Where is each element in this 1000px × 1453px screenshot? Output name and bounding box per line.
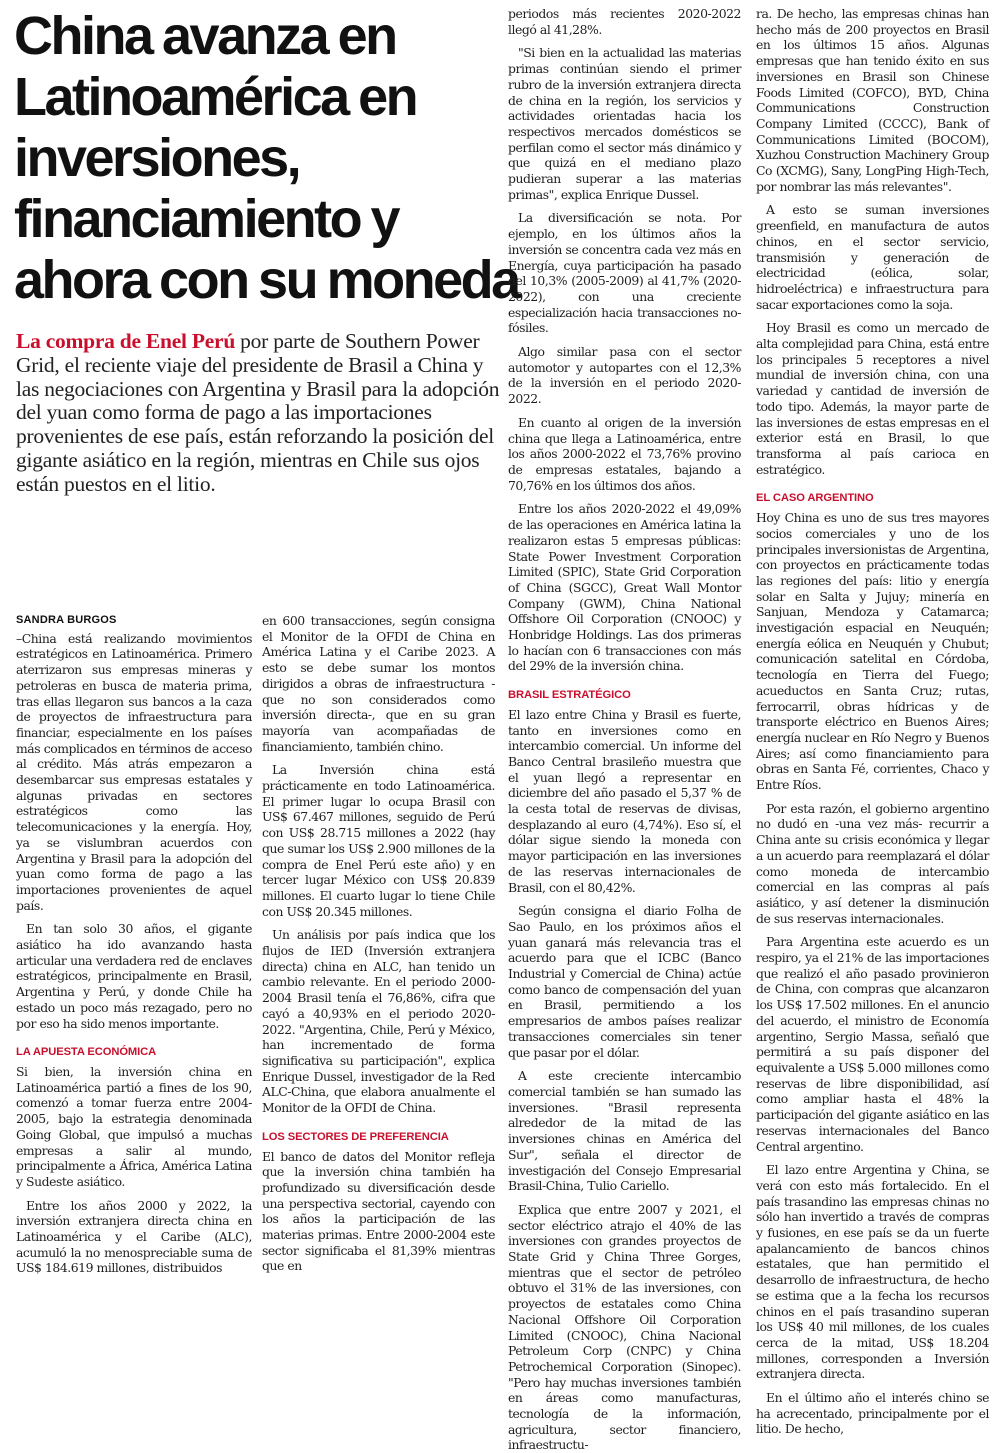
- lead-highlight: La compra de Enel Perú: [16, 329, 236, 353]
- paragraph: Según consigna el diario Folha de Sao Paulo, en los próximos años el yuan ganará más relevancia tras el acuerdo para que el ICBC (Banco Industrial y Comercial de China) actúe como banco de compensación del yuan en Brasil, permitiendo a los empresarios de ambos países realizar transacciones comerciales sin tener que pasar por el dólar.: [508, 903, 741, 1060]
- headline: [14, 6, 519, 311]
- lead-paragraph: [16, 330, 502, 497]
- article-column-4: [756, 6, 989, 1437]
- paragraph: En tan solo 30 años, el gigante asiático ha ido avanzando hasta articular una verdadera red de enclaves estratégicos, principalmente en Brasil, Argentina y Perú, y donde Chile ha estado un poco más rezagado, pero no por eso ha sido menos importante.: [16, 921, 252, 1031]
- paragraph: La diversificación se nota. Por ejemplo, en los últimos años la inversión se concentra cada vez más en Energía, cuya participación ha pasado del 10,3% (2005-2009) al 41,7% (2020-2022), con una creciente especialización hacia transacciones no-fósiles.: [508, 210, 741, 336]
- subhead-sectores-preferencia: LOS SECTORES DE PREFERENCIA: [262, 1130, 449, 1143]
- paragraph: Un análisis por país indica que los flujos de IED (Inversión extranjera directa) china en ALC, han tenido un cambio relevante. En el periodo 2000-2004 Brasil tenía el 76,86%, cifra que cayó a 40,93% en el periodo 2020-2022. "Argentina, Chile, Perú y México, han incrementado de forma significativa su participación", explica Enrique Dussel, investigador de la Red ALC-China, que elabora anualmente el Monitor de la OFDI de China.: [262, 927, 495, 1116]
- subhead-brasil-estrategico: BRASIL ESTRATÉGICO: [508, 689, 631, 702]
- paragraph: Entre los años 2000 y 2022, la inversión extranjera directa china en Latinoamérica y el Caribe (ALC), acumuló la no menospreciable suma de US$ 184.619 millones, distribuidos: [16, 1197, 252, 1276]
- paragraph: Algo similar pasa con el sector automotor y autopartes con el 12,3% de la inversión en el periodo 2020-2022.: [508, 344, 741, 407]
- headline-line: financiamiento y: [14, 189, 399, 249]
- paragraph: Por esta razón, el gobierno argentino no dudó en -una vez más- recurrir a China ante su crisis económica y llegar a un acuerdo para reemplazará el dólar como moneda de intercambio comercial en las compras al país asiático, y así detener la disminución de sus reservas internacionales.: [756, 800, 989, 926]
- paragraph: periodos más recientes 2020-2022 llegó al 41,28%.: [508, 6, 741, 37]
- headline-line: ahora con su moneda: [14, 250, 519, 310]
- paragraph: Explica que entre 2007 y 2021, el sector eléctrico atrajo el 40% de las inversiones con grandes proyectos de State Grid y China Three Gorges, mientras que el sector de petróleo obtuvo el 31% de las inversiones, con proyectos de estatales como China Nacional Offshore Oil Corporation Limited (CNOOC), China Nacional Petroleum Corp (CNPC) y China Petrochemical Corporation (Sinopec). "Pero hay muchas inversiones también en áreas como manufacturas, tecnología de la información, agricultura, sector financiero, infraestructu-: [508, 1201, 741, 1453]
- paragraph: En el último año el interés chino se ha acrecentado, principalmente por el litio. De hecho,: [756, 1390, 989, 1437]
- paragraph: Entre los años 2020-2022 el 49,09% de las operaciones en América latina la realizaron estas 5 empresas públicas: State Power Investment Corporation Limited (SPIC), State Grid Corporation of China (SGCC), Great Wall Montor Company (GWM), China National Offshore Oil Corporation (CNOOC) y Honbridge Holdings. Las dos primeras lo hacían con 6 transacciones con más del 29% de la inversión china.: [508, 501, 741, 674]
- paragraph: Hoy Brasil es como un mercado de alta complejidad para China, está entre los principales 5 receptores a nivel mundial de inversión china, con una variedad y cantidad de inversión de todo tipo. Además, la mayor parte de las inversiones de estas empresas en el exterior está en Brasil, lo que transforma al país carioca en estratégico.: [756, 320, 989, 477]
- paragraph: El banco de datos del Monitor refleja que la inversión china también ha profundizado su diversificación desde una perspectiva sectorial, cayendo con los años la participación de las materias primas. Entre 2000-2004 este sector significaba el 81,39% mientras que en: [262, 1148, 495, 1274]
- article-column-2: [262, 613, 495, 1274]
- paragraph: A esto se suman inversiones greenfield, en manufactura de autos chinos, en el sector servicio, transmisión y generación de electricidad (eólica, solar, hidroeléctrica) e infraestructura para sacar exportaciones como la soja.: [756, 202, 989, 312]
- lead-text: por parte de Southern Power Grid, el reciente viaje del presidente de Brasil a China y las negociaciones con Argentina y Brasil para la adopción del yuan como forma de pago a las importaciones provenientes de ese país, están reforzando la posición del gigante asiático en la región, mientras en Chile sus ojos están puestos en el litio.: [16, 329, 500, 496]
- article-column-1: [16, 613, 252, 1276]
- paragraph: ra. De hecho, las empresas chinas han hecho más de 200 proyectos en Brasil en los últimos 15 años. Algunas empresas que han tenido éxito en sus inversiones en Brasil son Chinese Foods Limited (COFCO), BYD, China Communications Construction Company Limited (CCCC), Bank of Communications Limited (BOCOM), Xuzhou Construction Machinery Group Co (XCMG), Sany, LongPing High-Tech, por nombrar las más relevantes".: [756, 6, 989, 194]
- paragraph: Para Argentina este acuerdo es un respiro, ya el 21% de las importaciones que realizó el año pasado provinieron de China, con compras que alcanzaron los US$ 17.502 millones. En el anuncio del acuerdo, el ministro de Economía argentino, Sergio Massa, señaló que permitirá a su país disponer del equivalente a US$ 5.000 millones como reservas de libre disponibilidad, así como ampliar hasta el 48% la participación del gigante asiático en las reservas internacionales del Banco Central argentino.: [756, 934, 989, 1154]
- paragraph: El lazo entre Argentina y China, se verá con esto más fortalecido. En el país trasandino las empresas chinas no sólo han invertido a través de compras y fusiones, en ese país se da un fuerte apalancamiento de bancos chinos estatales, que han permitido el desarrollo de infraestructura, de hecho se estima que a la fecha los recursos chinos en el país trasandino superan los US$ 40 mil millones, de los cuales cerca de la mitad, US$ 18.204 millones, corresponden a Inversión extranjera directa.: [756, 1162, 989, 1382]
- paragraph: –China está realizando movimientos estratégicos en Latinoamérica. Primero aterrizaron sus empresas mineras y petroleras en busca de materia prima, tras ellas llegaron sus bancos a la caza de proyectos de infraestructura para financiar, especialmente en los países más complicados en términos de acceso al crédito. Más atrás empezaron a desembarcar sus empresas estatales y algunas privadas en sectores estratégicos como las telecomunicaciones y la energía. Hoy, ya se vislumbran acuerdos con Argentina y Brasil para la adopción del yuan como forma de pago a las importaciones provenientes de aquel país.: [16, 630, 252, 913]
- byline: SANDRA BURGOS: [16, 614, 117, 626]
- paragraph: A este creciente intercambio comercial también se han sumado las inversiones. "Brasil representa alrededor de la mitad de las inversiones chinas en América del Sur", señala el director de investigación del Consejo Empresarial Brasil-China, Tulio Cariello.: [508, 1068, 741, 1194]
- paragraph: "Si bien en la actualidad las materias primas continúan siendo el primer rubro de la inversión extranjera directa de china en la región, los servicios y actividades orientadas hacia los respectivos mercados domésticos se perfilan como el sector más dinámico y que quizá en el mediano plazo pudieran superar a las materias primas", explica Enrique Dussel.: [508, 45, 741, 202]
- paragraph: en 600 transacciones, según consigna el Monitor de la OFDI de China en América Latina y el Caribe 2023. A esto se debe sumar los montos dirigidos a obras de infraestructura -que no son considerados como inversión directa-, que en su gran mayoría van acompañadas de financiamiento, también chino.: [262, 613, 495, 754]
- subhead-caso-argentino: EL CASO ARGENTINO: [756, 492, 874, 505]
- paragraph: Hoy China es uno de sus tres mayores socios comerciales y uno de los principales inversionistas de Argentina, con proyectos en prácticamente todas las regiones del país: litio y energía solar en Salta y Jujuy; minería en Sanjuan, Mendoza y Catamarca; investigación espacial en Neuquén; energía eólica en Neuquén y Chubut; comunicación satelital en Córdoba, tecnología en Tierra del Fuego; acueductos en Santa Cruz; rutas, ferrocarril, obras hídricas y de transporte eléctrico en Buenos Aires; energía nuclear en Río Negro y Buenos Aires; así como financiamiento para obras en Santa Fé, corrientes, Chaco y Entre Ríos.: [756, 510, 989, 793]
- paragraph: En cuanto al origen de la inversión china que llega a Latinoamérica, entre los años 2000-2022 el 73,76% provino de empresas estatales, bajando a 70,76% en los últimos dos años.: [508, 414, 741, 493]
- headline-line: China avanza en: [14, 6, 396, 66]
- headline-line: Latinoamérica en: [14, 67, 417, 127]
- paragraph: Si bien, la inversión china en Latinoamérica partió a fines de los 90, comenzó a tomar fuerza entre 2004-2005, bajo la estrategia denominada Going Global, que impulsó a muchas empresas a salir al mundo, principalmente a África, América Latina y Sudeste asiático.: [16, 1063, 252, 1189]
- subhead-apuesta-economica: LA APUESTA ECONÓMICA: [16, 1046, 157, 1059]
- paragraph: La Inversión china está prácticamente en todo Latinoamérica. El primer lugar lo ocupa Brasil con US$ 67.467 millones, seguido de Perú con US$ 28.715 millones a 2022 (hay que sumar los US$ 2.900 millones de la compra de Enel Perú este año) y en tercer lugar México con US$ 20.839 millones. El cuarto lugar lo tiene Chile con US$ 20.345 millones.: [262, 762, 495, 919]
- paragraph: El lazo entre China y Brasil es fuerte, tanto en inversiones como en intercambio comercial. Un informe del Banco Central brasileño muestra que el yuan llegó a representar en diciembre del año pasado el 5,37 % de la cesta total de reservas de divisas, desplazando al euro (4,74%). Eso sí, el dólar sigue siendo la moneda con mayor participación en las inversiones de las reservas internacionales de Brasil, con el 80,42%.: [508, 706, 741, 895]
- article-column-3: [508, 6, 741, 1453]
- headline-line: inversiones,: [14, 128, 300, 188]
